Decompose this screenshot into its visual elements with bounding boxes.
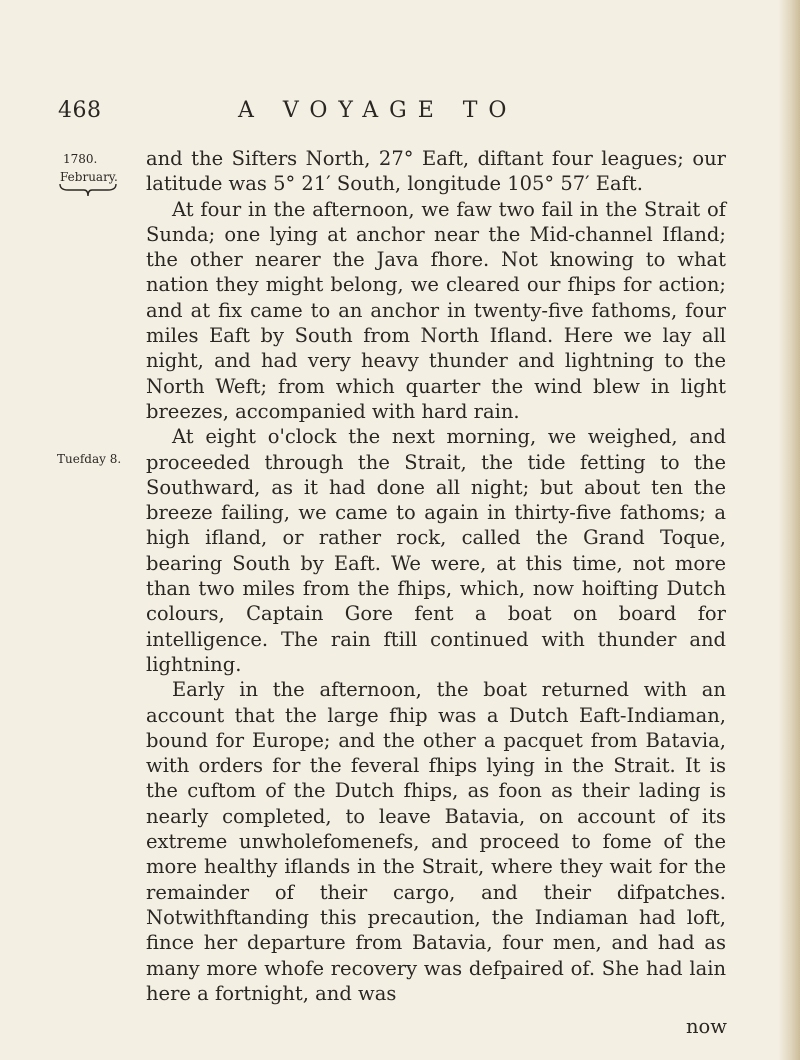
running-head: [0, 98, 800, 138]
page-number: 468: [58, 98, 102, 123]
margin-note-month: February.: [60, 170, 118, 184]
margin-note-year: 1780.: [63, 152, 98, 166]
page-edge-shading: [778, 0, 800, 1060]
margin-note-day: Tuefday 8.: [57, 452, 122, 466]
paragraph-1: and the Sifters North, 27° Eaft, diftant four leagues; our latitude was 5° 21′ South, longitude 105° 57′ Eaft.: [146, 147, 726, 196]
paragraph-3: At eight o'clock the next morning, we weighed, and proceeded through the Strait, the tide fetting to the Southward, as it had done all night; but about ten the breeze failing, we came to again in thirty-five fathoms; a high ifland, or rather rock, called the Grand Toque, bearing South by Eaft. We were, at this time, not more than two miles from the fhips, which, now hoifting Dutch colours, Captain Gore fent a boat on board for intelligence. The rain ftill continued with thunder and lightning.: [146, 425, 726, 676]
paragraph-4: Early in the afternoon, the boat returned with an account that the large fhip was a Dutch Eaft-Indiaman, bound for Europe; and the other a pacquet from Batavia, with orders for the feveral fhips lying in the Strait. It is the cuftom of the Dutch fhips, as foon as their lading is nearly completed, to leave Batavia, on account of its extreme unwholefomenefs, and proceed to fome of the more healthy iflands in the Strait, where they wait for the remainder of their cargo, and their difpatches. Notwithftanding this precaution, the Indiaman had loft, fince her departure from Batavia, four men, and had as many more whofe recovery was defpaired of. She had lain here a fortnight, and was: [146, 678, 726, 1005]
paragraph-2: At four in the afternoon, we faw two fail in the Strait of Sunda; one lying at anchor near the Mid-channel Ifland; the other nearer the Java fhore. Not knowing to what nation they might belong, we cleared our fhips for action; and at fix came to an anchor in twenty-five fathoms, four miles Eaft by South from North Ifland. Here we lay all night, and had very heavy thunder and lightning to the North Weft; from which quarter the wind blew in light breezes, accompanied with hard rain.: [146, 197, 726, 423]
catchword: now: [686, 1015, 727, 1038]
margin-brace-icon: [58, 182, 118, 198]
body-text: [146, 146, 726, 1006]
running-title: A VOYAGE TO: [238, 98, 518, 123]
